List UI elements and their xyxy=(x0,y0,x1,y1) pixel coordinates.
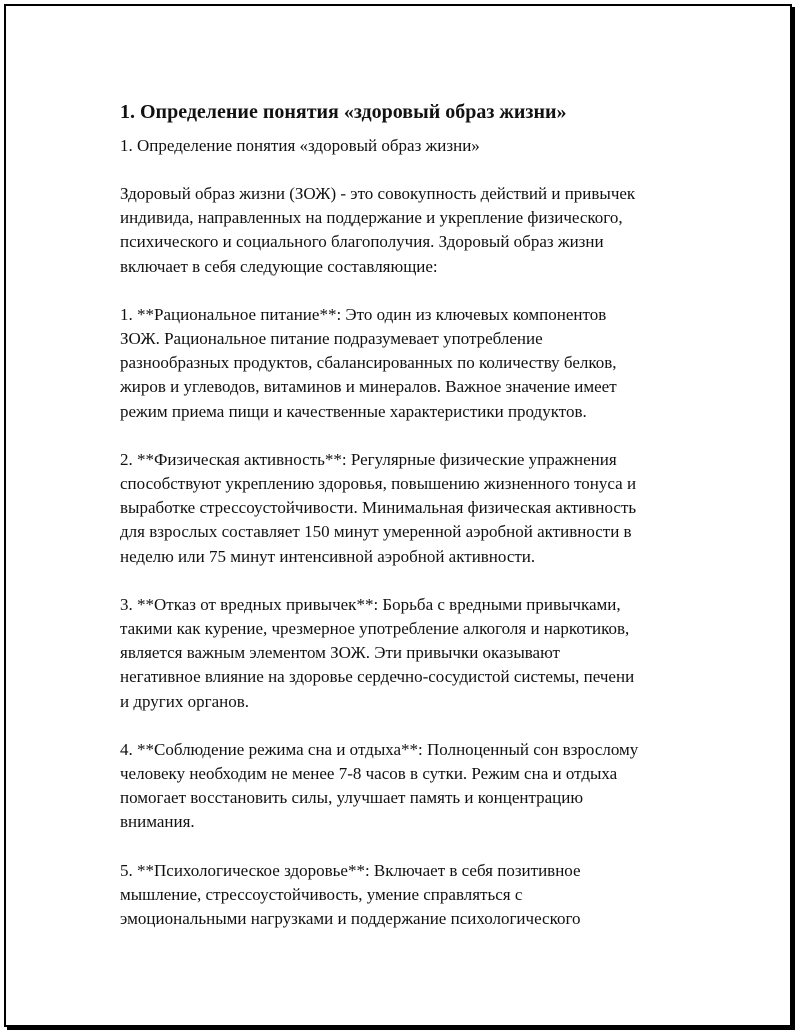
paragraph-physical-activity xyxy=(120,448,700,569)
text-line: и других органов. xyxy=(120,691,249,711)
document-content xyxy=(120,98,700,955)
text-line: 2. **Физическая активность**: Регулярные физические упражнения xyxy=(120,449,617,469)
text-line: такими как курение, чрезмерное употребление алкоголя и наркотиков, xyxy=(120,619,630,639)
paragraph-nutrition xyxy=(120,303,700,424)
paragraph-bad-habits xyxy=(120,593,700,714)
text-line: неделю или 75 минут интенсивной аэробной активности. xyxy=(120,546,536,566)
text-line: внимания. xyxy=(120,812,195,832)
text-line: эмоциональными нагрузками и поддержание психологического xyxy=(120,909,581,929)
text-line: выработке стрессоустойчивости. Минимальная физическая активность xyxy=(120,498,637,518)
paragraph-intro xyxy=(120,182,700,279)
page-title: 1. Определение понятия «здоровый образ жизни» xyxy=(120,101,567,123)
paragraph-sleep xyxy=(120,738,700,835)
text-line: является важным элементом ЗОЖ. Эти привычки оказывают xyxy=(120,643,560,663)
text-line: 5. **Психологическое здоровье**: Включает в себя позитивное xyxy=(120,860,581,880)
text-line: мышление, стрессоустойчивость, умение справляться с xyxy=(120,884,523,904)
text-line: разнообразных продуктов, сбалансированных по количеству белков, xyxy=(120,353,617,373)
text-line: психического и социального благополучия. Здоровый образ жизни xyxy=(120,232,604,252)
text-line: индивида, направленных на поддержание и укрепление физического, xyxy=(120,208,623,228)
text-line: режим приема пищи и качественные характеристики продуктов. xyxy=(120,401,587,421)
text-line: негативное влияние на здоровье сердечно-сосудистой системы, печени xyxy=(120,667,635,687)
paragraph-psychological-health xyxy=(120,859,700,932)
text-line: способствуют укреплению здоровья, повышению жизненного тонуса и xyxy=(120,474,637,494)
text-line: человеку необходим не менее 7-8 часов в сутки. Режим сна и отдыха xyxy=(120,764,618,784)
text-line: помогает восстановить силы, улучшает память и концентрацию xyxy=(120,788,584,808)
text-line: 3. **Отказ от вредных привычек**: Борьба с вредными привычками, xyxy=(120,594,621,614)
text-line: включает в себя следующие составляющие: xyxy=(120,256,438,276)
section-subtitle: 1. Определение понятия «здоровый образ жизни» xyxy=(120,136,480,155)
text-line: 1. **Рациональное питание**: Это один из ключевых компонентов xyxy=(120,304,607,324)
text-line: Здоровый образ жизни (ЗОЖ) - это совокупность действий и привычек xyxy=(120,184,636,203)
document-page xyxy=(4,4,792,1027)
text-line: 4. **Соблюдение режима сна и отдыха**: Полноценный сон взрослому xyxy=(120,739,639,759)
text-line: ЗОЖ. Рациональное питание подразумевает употребление xyxy=(120,329,543,349)
text-line: жиров и углеводов, витаминов и минералов. Важное значение имеет xyxy=(120,377,617,397)
text-line: для взрослых составляет 150 минут умеренной аэробной активности в xyxy=(120,522,632,542)
